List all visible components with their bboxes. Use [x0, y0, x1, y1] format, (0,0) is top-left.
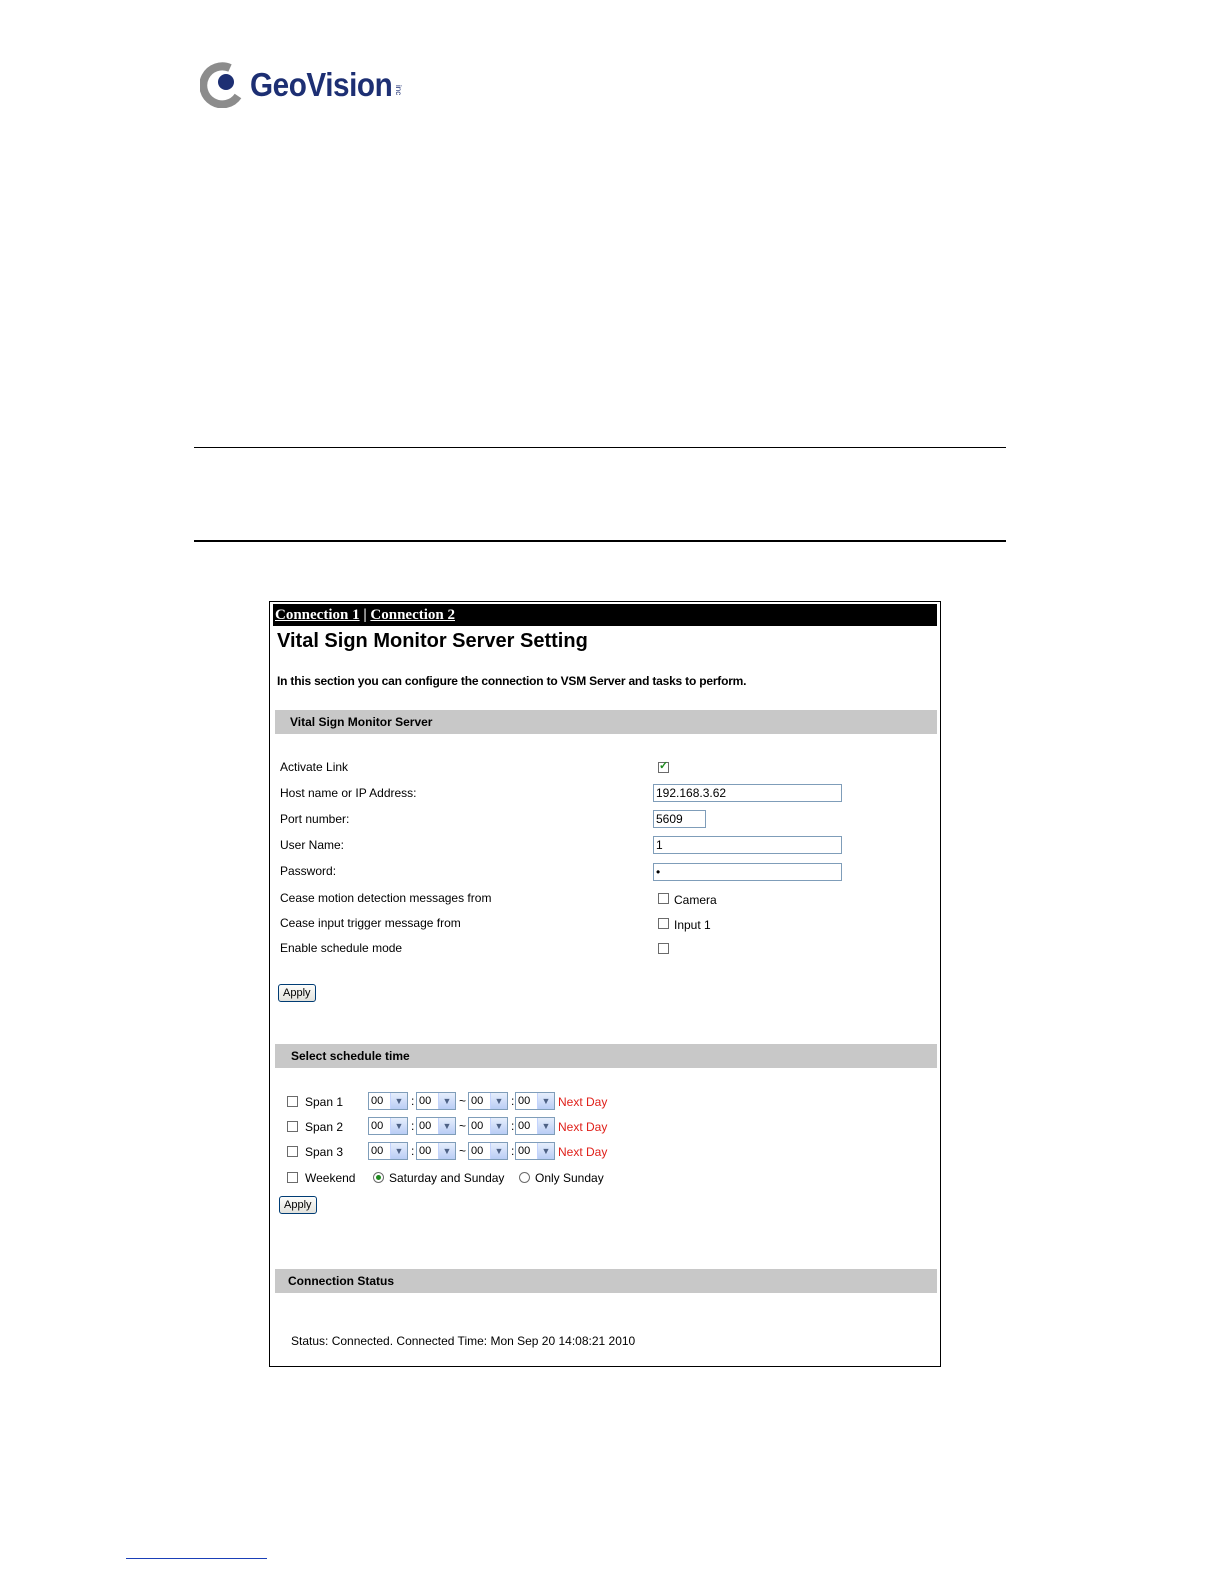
schedule-mode-label: Enable schedule mode: [280, 941, 403, 955]
span-3-start-minute-value: 00: [419, 1145, 432, 1157]
tab-connection-2[interactable]: Connection 2: [370, 607, 455, 623]
saturday-sunday-radio[interactable]: [373, 1172, 384, 1183]
span-1-label: Span 1: [305, 1095, 344, 1109]
colon: :: [411, 1119, 415, 1133]
span-3-checkbox[interactable]: [287, 1146, 298, 1157]
chevron-down-icon: ▼: [490, 1118, 507, 1134]
host-input[interactable]: 192.168.3.62: [653, 784, 842, 802]
schedule-mode-checkbox[interactable]: [658, 943, 669, 954]
span-1-end-minute-value: 00: [518, 1095, 531, 1107]
span-1-start-minute-value: 00: [419, 1095, 432, 1107]
divider-bottom: [194, 540, 1006, 542]
apply-server-button[interactable]: Apply: [278, 984, 316, 1002]
span-2-start-minute-value: 00: [419, 1120, 432, 1132]
span-3-start-hour-select[interactable]: [368, 1142, 408, 1160]
username-label: User Name:: [280, 838, 345, 852]
connection-status-text: Status: Connected. Connected Time: Mon Sep 20 14:08:21 2010: [291, 1334, 636, 1348]
span-2-end-hour-select[interactable]: [468, 1117, 508, 1135]
section-header-server: Vital Sign Monitor Server: [275, 710, 937, 734]
camera-checkbox[interactable]: [658, 893, 669, 904]
chevron-down-icon: ▼: [537, 1118, 554, 1134]
span-3-end-minute-value: 00: [518, 1145, 531, 1157]
colon: :: [511, 1094, 515, 1108]
chevron-down-icon: ▼: [490, 1143, 507, 1159]
weekend-checkbox[interactable]: [287, 1172, 298, 1183]
span-2-start-hour-value: 00: [371, 1120, 384, 1132]
chevron-down-icon: ▼: [537, 1143, 554, 1159]
span-3-end-hour-select[interactable]: [468, 1142, 508, 1160]
span-2-checkbox[interactable]: [287, 1121, 298, 1132]
input-1-option-label: Input 1: [674, 918, 711, 932]
span-2-next-day: Next Day: [558, 1120, 608, 1134]
chevron-down-icon: ▼: [490, 1093, 507, 1109]
tab-connection-1[interactable]: Connection 1: [275, 607, 360, 623]
activate-link-checkbox[interactable]: [658, 762, 669, 773]
colon: :: [411, 1144, 415, 1158]
tilde: ~: [459, 1119, 467, 1133]
logo-inc: inc: [394, 84, 404, 96]
only-sunday-label: Only Sunday: [535, 1171, 604, 1185]
chevron-down-icon: ▼: [438, 1143, 455, 1159]
span-2-end-minute-select[interactable]: [515, 1117, 555, 1135]
chevron-down-icon: ▼: [537, 1093, 554, 1109]
span-3-next-day: Next Day: [558, 1145, 608, 1159]
tilde: ~: [459, 1144, 467, 1158]
span-1-end-hour-value: 00: [471, 1095, 484, 1107]
span-2-end-minute-value: 00: [518, 1120, 531, 1132]
span-1-next-day: Next Day: [558, 1095, 608, 1109]
camera-option-label: Camera: [674, 893, 717, 907]
username-input[interactable]: 1: [653, 836, 842, 854]
weekend-label: Weekend: [305, 1171, 356, 1185]
apply-schedule-button[interactable]: Apply: [279, 1196, 317, 1214]
chevron-down-icon: ▼: [390, 1093, 407, 1109]
span-2-start-minute-select[interactable]: [416, 1117, 456, 1135]
port-label: Port number:: [280, 812, 350, 826]
span-1-start-minute-select[interactable]: [416, 1092, 456, 1110]
logo-text: GeoVision: [250, 66, 393, 103]
password-label: Password:: [280, 864, 337, 878]
password-input[interactable]: •: [653, 863, 842, 881]
vsm-settings-panel: [269, 601, 941, 1367]
input-1-checkbox[interactable]: [658, 918, 669, 929]
activate-link-label: Activate Link: [280, 760, 349, 774]
span-1-checkbox[interactable]: [287, 1096, 298, 1107]
motion-label: Cease motion detection messages from: [280, 891, 492, 905]
page-title: Vital Sign Monitor Server Setting: [277, 630, 588, 652]
span-2-end-hour-value: 00: [471, 1120, 484, 1132]
port-input[interactable]: 5609: [653, 810, 706, 828]
tab-separator: |: [363, 607, 367, 623]
logo-mark-icon: [200, 62, 246, 108]
input-trigger-label: Cease input trigger message from: [280, 916, 461, 930]
saturday-sunday-label: Saturday and Sunday: [389, 1171, 505, 1185]
chevron-down-icon: ▼: [438, 1118, 455, 1134]
span-1-end-minute-select[interactable]: [515, 1092, 555, 1110]
span-1-start-hour-select[interactable]: [368, 1092, 408, 1110]
chevron-down-icon: ▼: [438, 1093, 455, 1109]
span-3-end-hour-value: 00: [471, 1145, 484, 1157]
section-header-status: Connection Status: [275, 1269, 937, 1293]
colon: :: [511, 1144, 515, 1158]
span-2-start-hour-select[interactable]: [368, 1117, 408, 1135]
span-3-start-hour-value: 00: [371, 1145, 384, 1157]
chevron-down-icon: ▼: [390, 1118, 407, 1134]
divider-top: [194, 447, 1006, 448]
span-1-start-hour-value: 00: [371, 1095, 384, 1107]
span-1-end-hour-select[interactable]: [468, 1092, 508, 1110]
chevron-down-icon: ▼: [390, 1143, 407, 1159]
span-3-start-minute-select[interactable]: [416, 1142, 456, 1160]
host-label: Host name or IP Address:: [280, 786, 417, 800]
span-3-end-minute-select[interactable]: [515, 1142, 555, 1160]
span-2-label: Span 2: [305, 1120, 344, 1134]
section-header-schedule: Select schedule time: [275, 1044, 937, 1068]
connection-tabs: [273, 604, 937, 626]
footer-link-underline: [126, 1558, 267, 1559]
only-sunday-radio[interactable]: [519, 1172, 530, 1183]
colon: :: [511, 1119, 515, 1133]
tilde: ~: [459, 1094, 467, 1108]
geovision-logo: [200, 62, 403, 108]
colon: :: [411, 1094, 415, 1108]
span-3-label: Span 3: [305, 1145, 344, 1159]
page-intro: In this section you can configure the connection to VSM Server and tasks to perform.: [277, 674, 747, 688]
